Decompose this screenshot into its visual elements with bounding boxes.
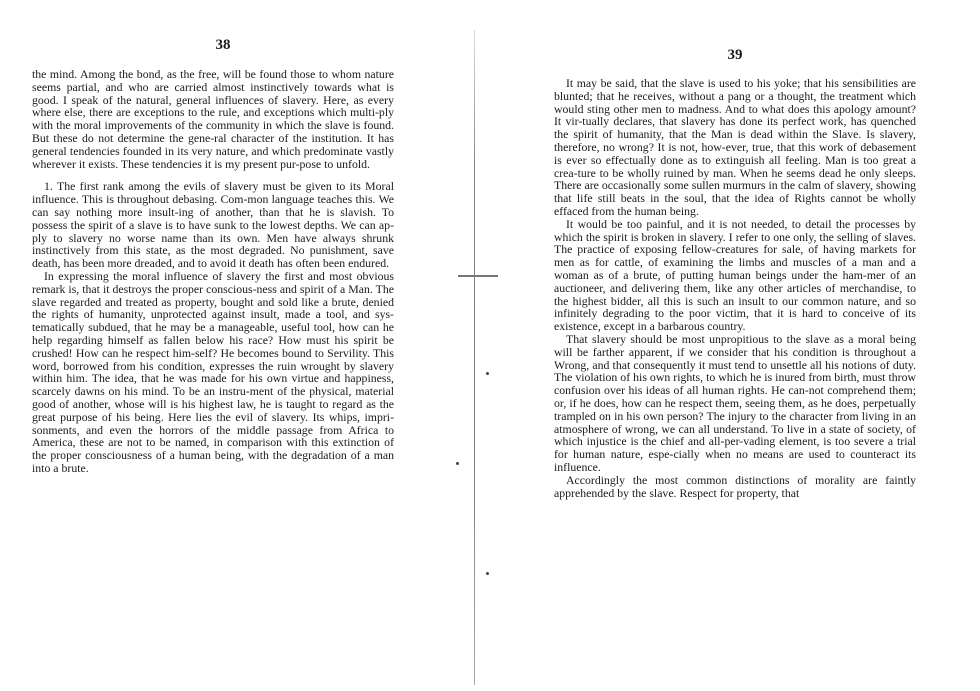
margin-speck <box>456 462 459 465</box>
gutter-mark <box>458 275 498 277</box>
paragraph: 1. The first rank among the evils of slavery must be given to its Moral influence. This is throughout debasing. Com-mon language teaches this. We can say nothing more insult-ing of another, than that he is slavish. To possess the spirit of a slave is to have sunk to the lowest depths. We can ap-ply to slavery no worse name than its own. Men have always shrunk instinctively from this state, as the most degraded. No punishment, save death, has been more dreaded, and to avoid it death has often been endured. <box>32 179 394 271</box>
page-text <box>32 68 394 475</box>
page-number: 39 <box>727 47 743 63</box>
page-text <box>554 77 916 499</box>
margin-speck <box>486 572 489 575</box>
book-gutter <box>474 30 475 685</box>
paragraph: It would be too painful, and it is not needed, to detail the processes by which the spirit is broken in slavery. I refer to one only, the selling of slaves. The practice of exposing fellow-creatures for sale, of having markets for men as for cattle, of examining the limbs and muscles of a man and a woman as of a brute, of putting human beings under the ham-mer of an auctioneer, and delivering them, like any other articles of merchandise, to the highest bidder, all this is such an insult to our common nature, and so infinitely degrading to the poor victim, that it is hard to conceive of its existence, except in a barbarous country. <box>554 216 916 334</box>
paragraph: In expressing the moral influence of slavery the first and most obvious remark is, that it destroys the proper conscious-ness and spirit of a Man. The slave regarded and treated as property, bought and sold like a brute, denied the rights of humanity, unprotected against insult, made a tool, and sys-tematically subdued, that he may be a manageable, useful tool, how can he help regarding himself as fallen below his race? How must his spirit be crushed! How can he respect him-self? He becomes bound to Servility. This word, borrowed from his condition, expresses the ruin wrought by slavery within him. The idea, that he was made for his own virtue and happiness, scarcely dawns on his mind. To be an instru-ment of the physical, material good of another, whose will is his highest law, he is taught to regard as the great purpose of his being. Here lies the evil of slavery. Its whips, impri-sonments, and even the horrors of the middle passage from Africa to America, these are not to be named, in comparison with this extinction of the proper consciousness of a human being, with the degradation of a man into a brute. <box>32 268 394 475</box>
paragraph: It may be said, that the slave is used to his yoke; that his sensibilities are blunted; that he receives, without a pang or a thought, the treatment which would sting other men to madness. And to what does this apology amount? It vir-tually declares, that slavery has done its perfect work, has quenched the spirit of humanity, that the Man is dead within the Slave. Is slavery, therefore, no wrong? It is not, how-ever, true, that this work of debasement is ever so effectually done as to extinguish all feeling. Man is too great a crea-ture to be wholly ruined by man. When he seems dead he only sleeps. There are occasionally some sullen murmurs in the calm of slavery, showing that life still beats in the soul, that the idea of Rights cannot be wholly effaced from the human being. <box>554 76 916 218</box>
paragraph: Accordingly the most common distinctions of morality are faintly apprehended by the slave. Respect for property, that <box>554 472 916 500</box>
margin-speck <box>486 372 489 375</box>
paragraph: That slavery should be most unpropitious to the slave as a moral being will be farther apparent, if we consider that his condition is throughout a Wrong, and that consequently it must tend to unsettle all his notions of duty. The violation of his own rights, to which he is inured from birth, must throw confusion over his ideas of all human rights. He can-not comprehend them; or, if he does, how can he respect them, seeing them, as he does, perpetually trampled on in his own person? The injury to the character from living in an atmosphere of wrong, we can all understand. To live in a state of society, of which injustice is the chief and all-per-vading element, is too severe a trial for human nature, espe-cially when no means are used to counteract its influence. <box>554 331 916 474</box>
page-number: 38 <box>215 37 231 53</box>
paragraph: the mind. Among the bond, as the free, will be found those to whom nature seems partial, and who are carried almost instinctively towards what is good. I speak of the natural, general influences of slavery. Here, as every where else, there are exceptions to the rule, and exceptions which multi-ply with the moral improvements of the community in which the slave is found. But these do not determine the gene-ral character of the institution. It has general tendencies founded in its very nature, and which predominate vastly wherever it exists. These tendencies it is my present pur-pose to unfold. <box>32 67 394 171</box>
